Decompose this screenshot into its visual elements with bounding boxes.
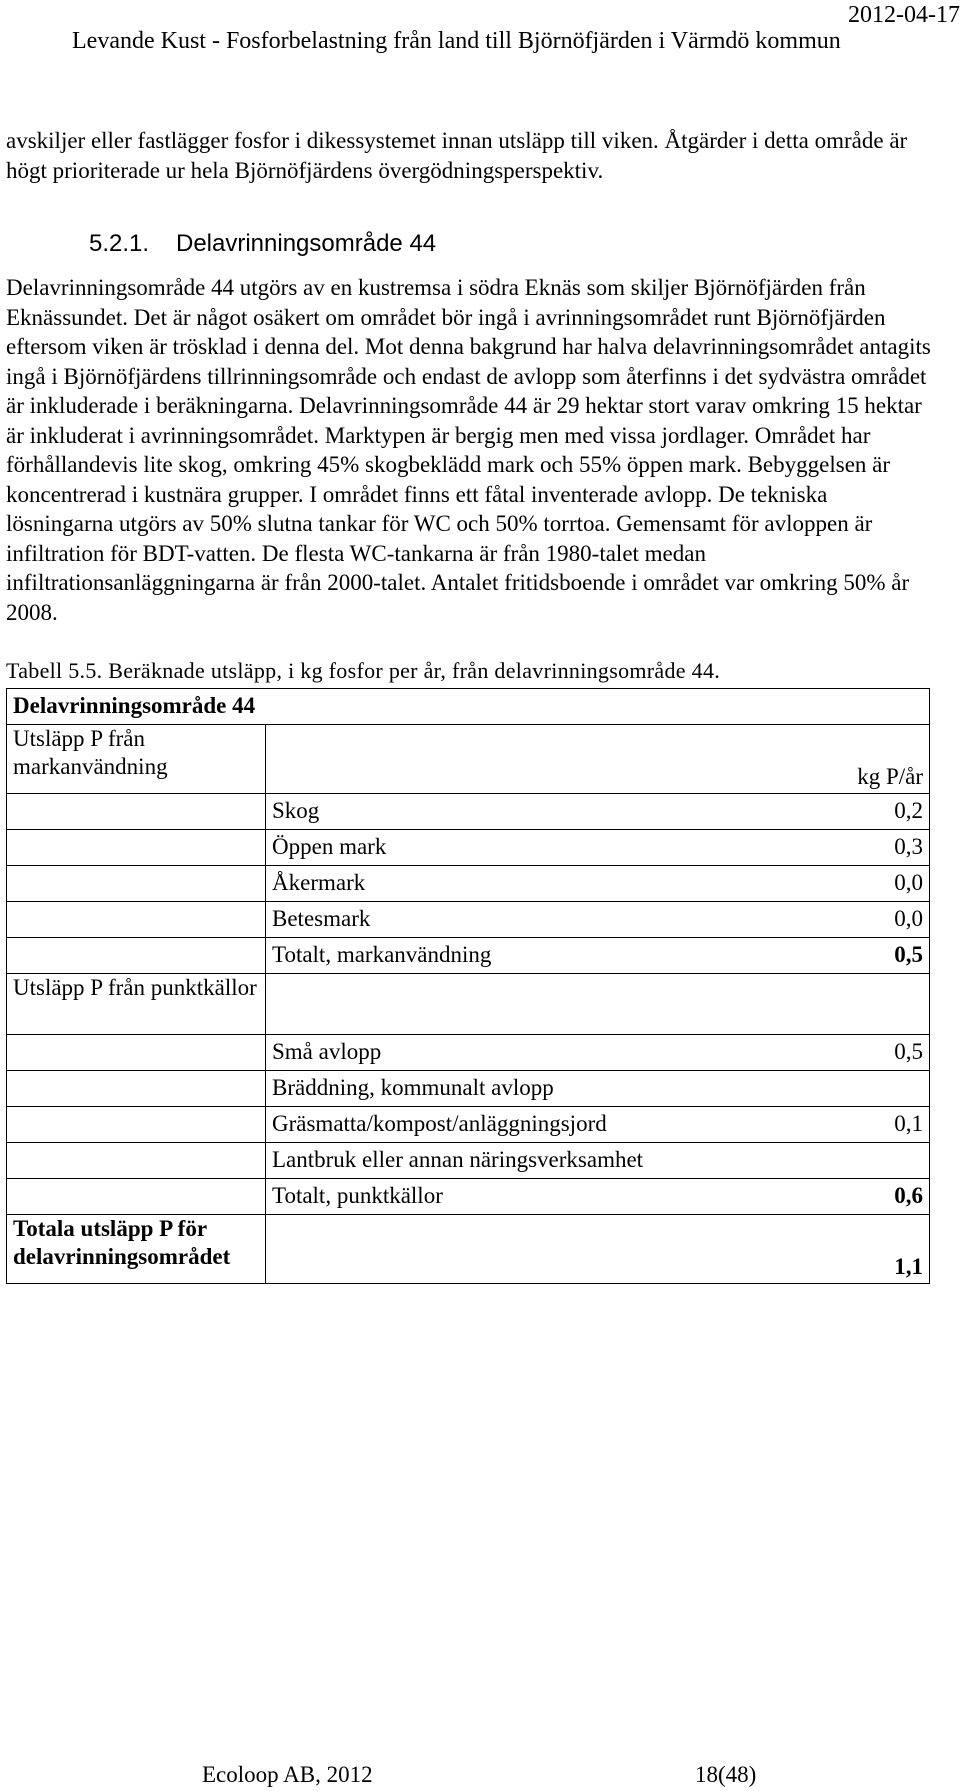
table-cell — [7, 866, 266, 902]
table-cell — [7, 794, 266, 830]
table-row — [7, 830, 930, 866]
punkt-total-label: Totalt, punktkällor — [266, 1179, 798, 1215]
header-date: 2012-04-17 — [848, 2, 960, 28]
row-label: Gräsmatta/kompost/anläggningsjord — [266, 1107, 798, 1143]
table-cell — [7, 1107, 266, 1143]
table-row — [7, 1179, 930, 1215]
table-row — [7, 1143, 930, 1179]
grand-total-label: Totala utsläpp P för delavrinningsområdet — [7, 1215, 266, 1284]
row-label: Öppen mark — [266, 830, 798, 866]
row-value — [797, 1143, 930, 1179]
table-title: Delavrinningsområde 44 — [7, 689, 930, 725]
table-row — [7, 938, 930, 974]
row-label: Lantbruk eller annan näringsverksamhet — [266, 1143, 798, 1179]
row-value: 0,2 — [797, 794, 930, 830]
row-value: 0,5 — [797, 1035, 930, 1071]
table-row — [7, 725, 930, 794]
row-value: 0,0 — [797, 902, 930, 938]
table-cell — [7, 902, 266, 938]
row-value: 0,1 — [797, 1107, 930, 1143]
punkt-total-value: 0,6 — [797, 1179, 930, 1215]
table-cell — [7, 1143, 266, 1179]
mark-total-label: Totalt, markanvändning — [266, 938, 798, 974]
table-row — [7, 902, 930, 938]
table-row — [7, 794, 930, 830]
header-title: Levande Kust - Fosforbelastning från land till Björnöfjärden i Värmdö kommun — [72, 28, 841, 54]
grand-total-value: 1,1 — [797, 1215, 930, 1284]
body-paragraph: Delavrinningsområde 44 utgörs av en kustremsa i södra Eknäs som skiljer Björnöfjärden från Eknässundet. Det är något osäkert om området bör ingå i avrinningsområdet runt Björnöfjärden eftersom viken är trösklad i denna del. Mot denna bakgrund har halva delavrinningsområdet antagits ingå i Björnöfjärdens tillrinningsområde och endast de avlopp som återfinns i det sydvästra området är inkluderade i beräkningarna. Delavrinningsområde 44 är 29 hektar stort varav omkring 15 hektar är inkluderat i avrinningsområdet. Marktypen är bergig men med vissa jordlager. Området har förhållandevis lite skog, omkring 45% skogbeklädd mark och 55% öppen mark. Bebyggelsen är koncentrerad i kustnära grupper. I området finns ett fåtal inventerade avlopp. De tekniska lösningarna utgörs av 50% slutna tankar för WC och 50% torrtoa. Gemensamt för avloppen är infiltration för BDT-vatten. De flesta WC-tankarna är från 1980-talet medan infiltrationsanläggningarna är från 2000-talet. Antalet fritidsboende i området var omkring 50% år 2008. — [6, 275, 931, 625]
unit-label: kg P/år — [797, 725, 930, 794]
section-heading — [89, 230, 436, 258]
row-label: Betesmark — [266, 902, 798, 938]
row-label: Skog — [266, 794, 798, 830]
emissions-table — [6, 688, 930, 1284]
table-row — [7, 866, 930, 902]
table-cell — [797, 974, 930, 1035]
table-cell — [266, 1215, 798, 1284]
markanvandning-heading: Utsläpp P från markanvändning — [7, 725, 266, 794]
row-value: 0,0 — [797, 866, 930, 902]
table-cell — [7, 1179, 266, 1215]
punkt-heading: Utsläpp P från punktkällor — [7, 974, 266, 1035]
table-row — [7, 1107, 930, 1143]
row-label: Bräddning, kommunalt avlopp — [266, 1071, 798, 1107]
row-label: Åkermark — [266, 866, 798, 902]
row-label: Små avlopp — [266, 1035, 798, 1071]
table-row — [7, 1071, 930, 1107]
table-row — [7, 1215, 930, 1284]
table-row — [7, 1035, 930, 1071]
table-cell — [7, 1071, 266, 1107]
table-cell — [7, 830, 266, 866]
section-number: 5.2.1. — [89, 230, 150, 257]
row-value — [797, 1071, 930, 1107]
table-title-row — [7, 689, 930, 725]
section-title: Delavrinningsområde 44 — [176, 230, 437, 257]
table-cell — [7, 938, 266, 974]
table-row — [7, 974, 930, 1035]
table-caption: Tabell 5.5. Beräknade utsläpp, i kg fosfor per år, från delavrinningsområde 44. — [6, 658, 721, 683]
footer-page-number: 18(48) — [695, 1762, 757, 1787]
mark-total-value: 0,5 — [797, 938, 930, 974]
table-cell — [7, 1035, 266, 1071]
footer-company: Ecoloop AB, 2012 — [202, 1762, 373, 1787]
table-cell — [266, 974, 798, 1035]
intro-paragraph: avskiljer eller fastlägger fosfor i dikessystemet innan utsläpp till viken. Åtgärder i detta område är högt prioriterade ur hela Björnöfjärdens övergödningsperspektiv. — [6, 128, 908, 183]
table-cell — [266, 725, 798, 794]
row-value: 0,3 — [797, 830, 930, 866]
